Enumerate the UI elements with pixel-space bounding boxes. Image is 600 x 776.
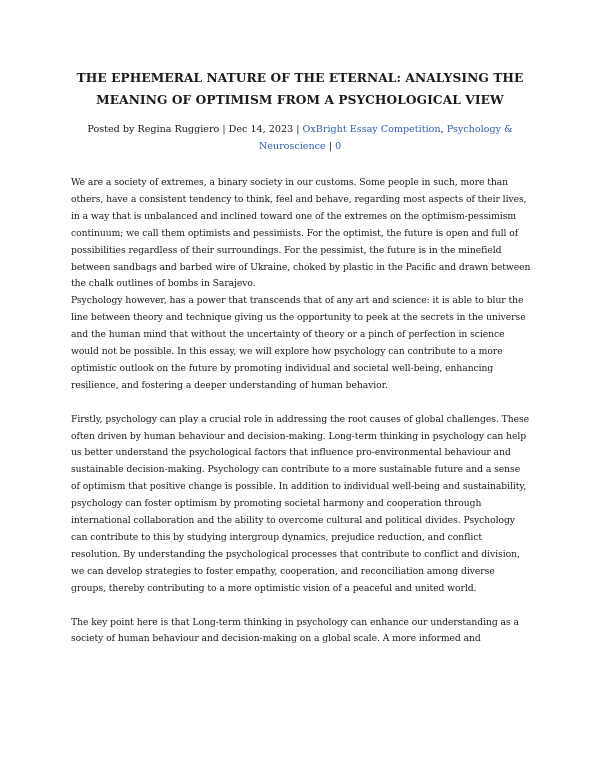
byline-separator: , [440, 124, 444, 135]
byline-author-date: Posted by Regina Ruggiero | Dec 14, 2023 | [87, 124, 300, 135]
paragraph-3: Firstly, psychology can play a crucial role in addressing the root causes of global challenges. These often driven by human behaviour and decision-making. Long-term thinking in psychology can help us better understand the psychological factors that influence pro-environmental behaviour and sustainable decision-making. Psychology can contribute to a more sustainable future and a sense of optimism that positive change is possible. In addition to individual well-being and sustainability, psychology can foster optimism by promoting societal harmony and cooperation through international collaboration and the ability to overcome cultural and political divides. Psychology can contribute to this by studying intergroup dynamics, prejudice reduction, and conflict resolution. By understanding the psychological processes that contribute to conflict and division, we can develop strategies to foster empathy, cooperation, and reconciliation among diverse groups, thereby contributing to a more optimistic vision of a peaceful and united world. [71, 413, 530, 594]
paragraph-2: Psychology however, has a power that transcends that of any art and science: it is able to blur the line between theory and technique giving us the opportunity to peek at the secrets in the universe and the human mind that without the uncertainty of theory or a pinch of perfection in science would not be possible. In this essay, we will explore how psychology can contribute to a more optimistic outlook on the future by promoting individual and societal well-being, enhancing resilience, and fostering a deeper understanding of human behavior. [71, 295, 526, 391]
paragraph-1: We are a society of extremes, a binary society in our customs. Some people in such, more than others, have a consistent tendency to think, feel and behave, regarding most aspects of their lives, in a way that is unbalanced and inclined toward one of the extremes on the optimism-pessimism continuum; we call them optimists and pessimists. For the optimist, the future is open and full of possibilities regardless of their surroundings. For the pessimist, the future is in the minefield between sandbags and barbed wire of Ukraine, choked by plastic in the Pacific and drawn between the chalk outlines of bombs in Sarajevo. [71, 177, 531, 290]
article-body [71, 175, 531, 648]
comments-count-link[interactable]: 0 [335, 141, 342, 152]
category-link-oxbright[interactable]: OxBright Essay Competition [302, 124, 441, 135]
byline-comments-separator: | [328, 141, 332, 152]
article-title: THE EPHEMERAL NATURE OF THE ETERNAL: ANALYSING THE MEANING OF OPTIMISM FROM A PSYCHOLOGICAL VIEW [76, 71, 524, 107]
category-link-psychology[interactable]: Psychology & Neuroscience [258, 124, 513, 152]
paragraph-4: The key point here is that Long-term thinking in psychology can enhance our understanding as a society of human behaviour and decision-making on a global scale. A more informed and [71, 616, 519, 645]
article-byline [60, 121, 540, 155]
